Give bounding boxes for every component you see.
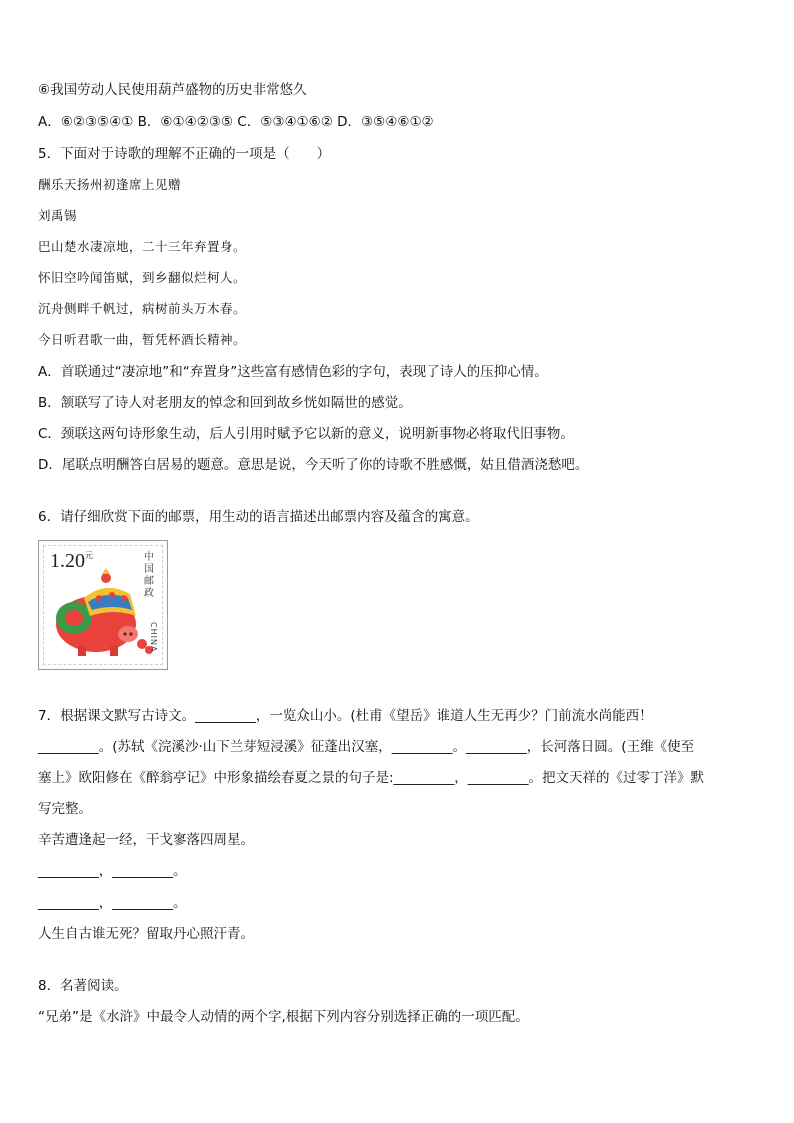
q7-line-1: 7．根据课文默写古诗文。_________，一览众山小。(杜甫《望岳》谁道人生无再少？门前流水尚能西！ (38, 708, 653, 724)
stamp-latin: CHINA (149, 621, 158, 652)
q5-option-a: A．首联通过“凄凉地”和“弃置身”这些富有感情色彩的字句，表现了诗人的压抑心情。 (38, 364, 548, 380)
poem-title: 酬乐天扬州初逢席上见赠 (38, 177, 182, 192)
q7-line-4: 写完整。 (38, 801, 92, 817)
q4-options: A．⑥②③⑤④① B．⑥①④②③⑤ C．⑤③④①⑥② D．③⑤④⑥①② (38, 114, 434, 130)
sentence-6: ⑥我国劳动人民使用葫芦盛物的历史非常悠久 (38, 82, 307, 98)
q7-blank-line-2: _________，_________。 (38, 895, 187, 911)
stamp-face (44, 546, 162, 664)
stamp-denomination (50, 550, 93, 573)
stamp-country: 中国邮政 (144, 552, 154, 599)
q8-stem: 8．名著阅读。 (38, 978, 128, 994)
stamp-value: 1.20 (50, 550, 85, 572)
q5-option-c: C．颈联这两句诗形象生动，后人引用时赋予它以新的意义，说明新事物必将取代旧事物。 (38, 426, 574, 442)
pig-stamp-image (38, 540, 168, 670)
stamp-value-unit: 元 (85, 551, 93, 560)
q5-option-d: D．尾联点明酬答白居易的题意。意思是说，今天听了你的诗歌不胜感慨，姑且借酒浇愁吧。 (38, 457, 589, 473)
q7-poem-line-last: 人生自古谁无死？留取丹心照汗青。 (38, 926, 254, 942)
q8-intro: “兄弟”是《水浒》中最令人动情的两个字,根据下列内容分别选择正确的一项匹配。 (38, 1009, 529, 1025)
poem-line-4: 今日听君歌一曲，暂凭杯酒长精神。 (38, 332, 247, 347)
q7-blank-line-1: _________，_________。 (38, 863, 187, 879)
q5-option-b: B．颔联写了诗人对老朋友的悼念和回到故乡恍如隔世的感觉。 (38, 395, 412, 411)
poem-line-1: 巴山楚水凄凉地，二十三年弃置身。 (38, 239, 247, 254)
q6-stem: 6．请仔细欣赏下面的邮票，用生动的语言描述出邮票内容及蕴含的寓意。 (38, 509, 479, 525)
q7-poem-line-1: 辛苦遭逢起一经，干戈寥落四周星。 (38, 832, 254, 848)
poem-author: 刘禹锡 (38, 208, 78, 223)
q7-line-2: _________。(苏轼《浣溪沙·山下兰芽短浸溪》征蓬出汉塞，_________。_________，长河落日圆。(王维《使至 (38, 739, 695, 755)
poem-line-3: 沉舟侧畔千帆过，病树前头万木春。 (38, 301, 247, 316)
q7-line-3: 塞上》欧阳修在《醉翁亭记》中形象描绘春夏之景的句子是:_________，_________。把文天祥的《过零丁洋》默 (38, 770, 705, 786)
q5-stem: 5．下面对于诗歌的理解不正确的一项是（ ） (38, 146, 331, 162)
poem-line-2: 怀旧空吟闻笛赋，到乡翻似烂柯人。 (38, 270, 247, 285)
